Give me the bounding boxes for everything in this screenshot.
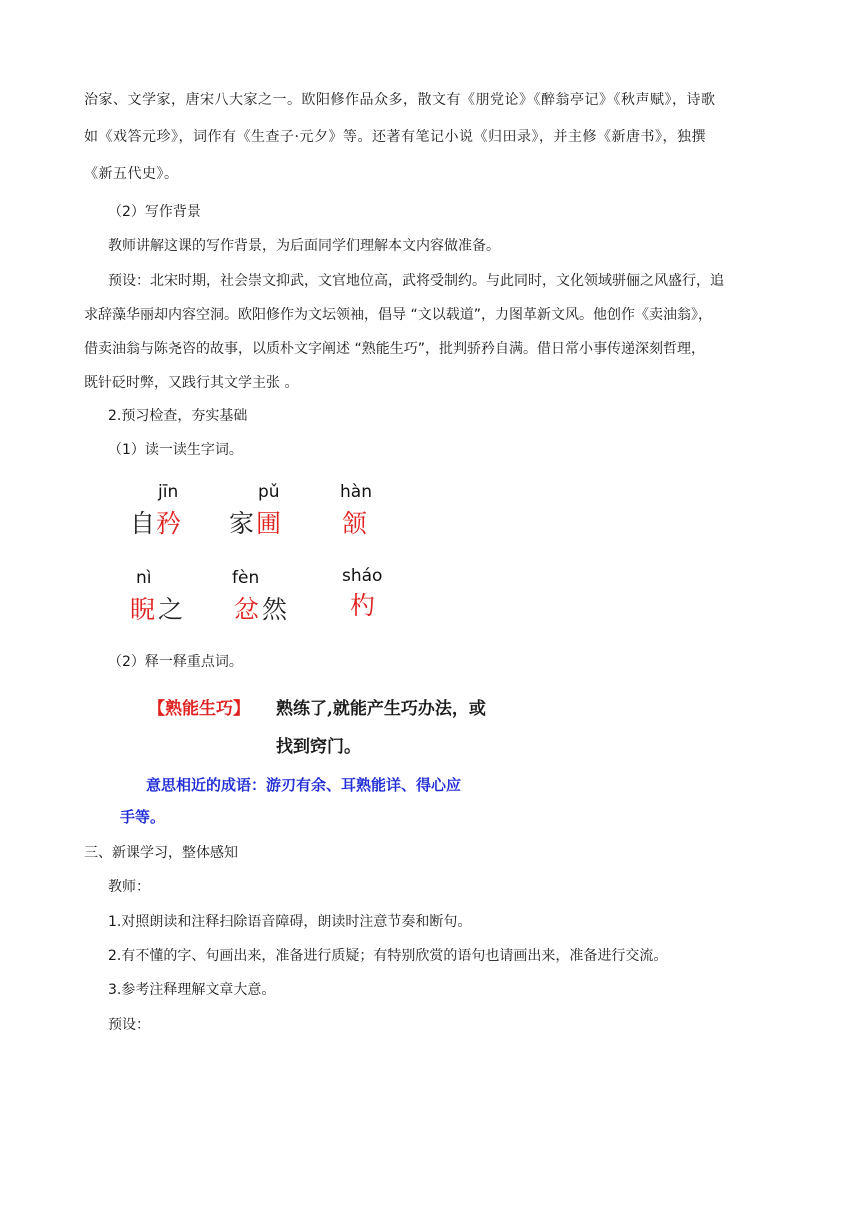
background-heading: （2）写作背景 xyxy=(108,204,201,220)
idioms-line-1: 意思相近的成语：游刃有余、耳熟能详、得心应 xyxy=(146,776,462,794)
bio-line-1: 治家、文学家，唐宋八大家之一。欧阳修作品众多，散文有《朋党论》《醉翁亭记》《秋声赋》，诗歌 xyxy=(84,92,716,108)
bio-line-3: 《新五代史》。 xyxy=(84,166,179,182)
idioms-line-2: 手等。 xyxy=(120,808,166,826)
section3-item-1: 1.对照朗读和注释扫除语音障碍，朗读时注意节奏和断句。 xyxy=(108,914,472,930)
vocab-suffix: 之 xyxy=(158,595,184,624)
term-definition-2: 找到窍门。 xyxy=(276,737,361,757)
background-preset-3: 借卖油翁与陈尧咨的故事，以质朴文字阐述 “熟能生巧”，批判骄矜自满。借日常小事传递深刻哲理， xyxy=(84,341,705,357)
section3-heading: 三、新课学习，整体感知 xyxy=(84,845,238,861)
vocab-char: 颔 xyxy=(342,509,368,538)
vocab-char: 圃 xyxy=(256,509,282,538)
vocab-pinyin: nì xyxy=(136,568,152,588)
section3-item-3: 3.参考注释理解文章大意。 xyxy=(108,982,276,998)
background-preset-4: 既针砭时弊，又践行其文学主张 。 xyxy=(84,375,299,391)
section3-teacher: 教师： xyxy=(108,879,150,895)
section3-item-2: 2.有不懂的字、句画出来，准备进行质疑；有特别欣赏的语句也请画出来，准备进行交流。 xyxy=(108,948,668,964)
vocab-prefix: 自 xyxy=(130,509,156,538)
vocab-char: 杓 xyxy=(350,591,376,620)
vocab-char: 矜 xyxy=(156,509,182,538)
vocab-char: 睨 xyxy=(130,595,156,624)
vocab-pinyin: fèn xyxy=(232,568,260,588)
explain-heading: （2）释一释重点词。 xyxy=(108,654,243,670)
background-intro: 教师讲解这课的写作背景，为后面同学们理解本文内容做准备。 xyxy=(108,238,500,254)
vocab-pinyin: sháo xyxy=(342,566,383,586)
term-label: 【熟能生巧】 xyxy=(148,699,250,719)
read-heading: （1）读一读生字词。 xyxy=(108,442,243,458)
term-definition-1: 熟练了,就能产生巧办法，或 xyxy=(276,699,486,719)
vocab-pinyin: pǔ xyxy=(258,482,280,502)
preview-heading: 2.预习检查，夯实基础 xyxy=(108,408,248,424)
vocab-prefix: 家 xyxy=(229,509,255,538)
section3-preset: 预设： xyxy=(108,1017,150,1033)
bio-line-2: 如《戏答元珍》，词作有《生查子·元夕》等。还著有笔记小说《归田录》，并主修《新唐书》，独撰 xyxy=(84,129,706,145)
vocab-pinyin: jīn xyxy=(158,482,179,502)
vocab-pinyin: hàn xyxy=(340,482,372,502)
background-preset-1: 预设：北宋时期，社会崇文抑武，文官地位高，武将受制约。与此同时，文化领域骈俪之风盛行，追 xyxy=(108,273,724,289)
vocab-suffix: 然 xyxy=(262,595,288,624)
vocab-char: 忿 xyxy=(234,595,260,624)
background-preset-2: 求辞藻华丽却内容空洞。欧阳修作为文坛领袖，倡导 “文以载道”，力图革新文风。他创作《卖油翁》， xyxy=(84,307,712,323)
